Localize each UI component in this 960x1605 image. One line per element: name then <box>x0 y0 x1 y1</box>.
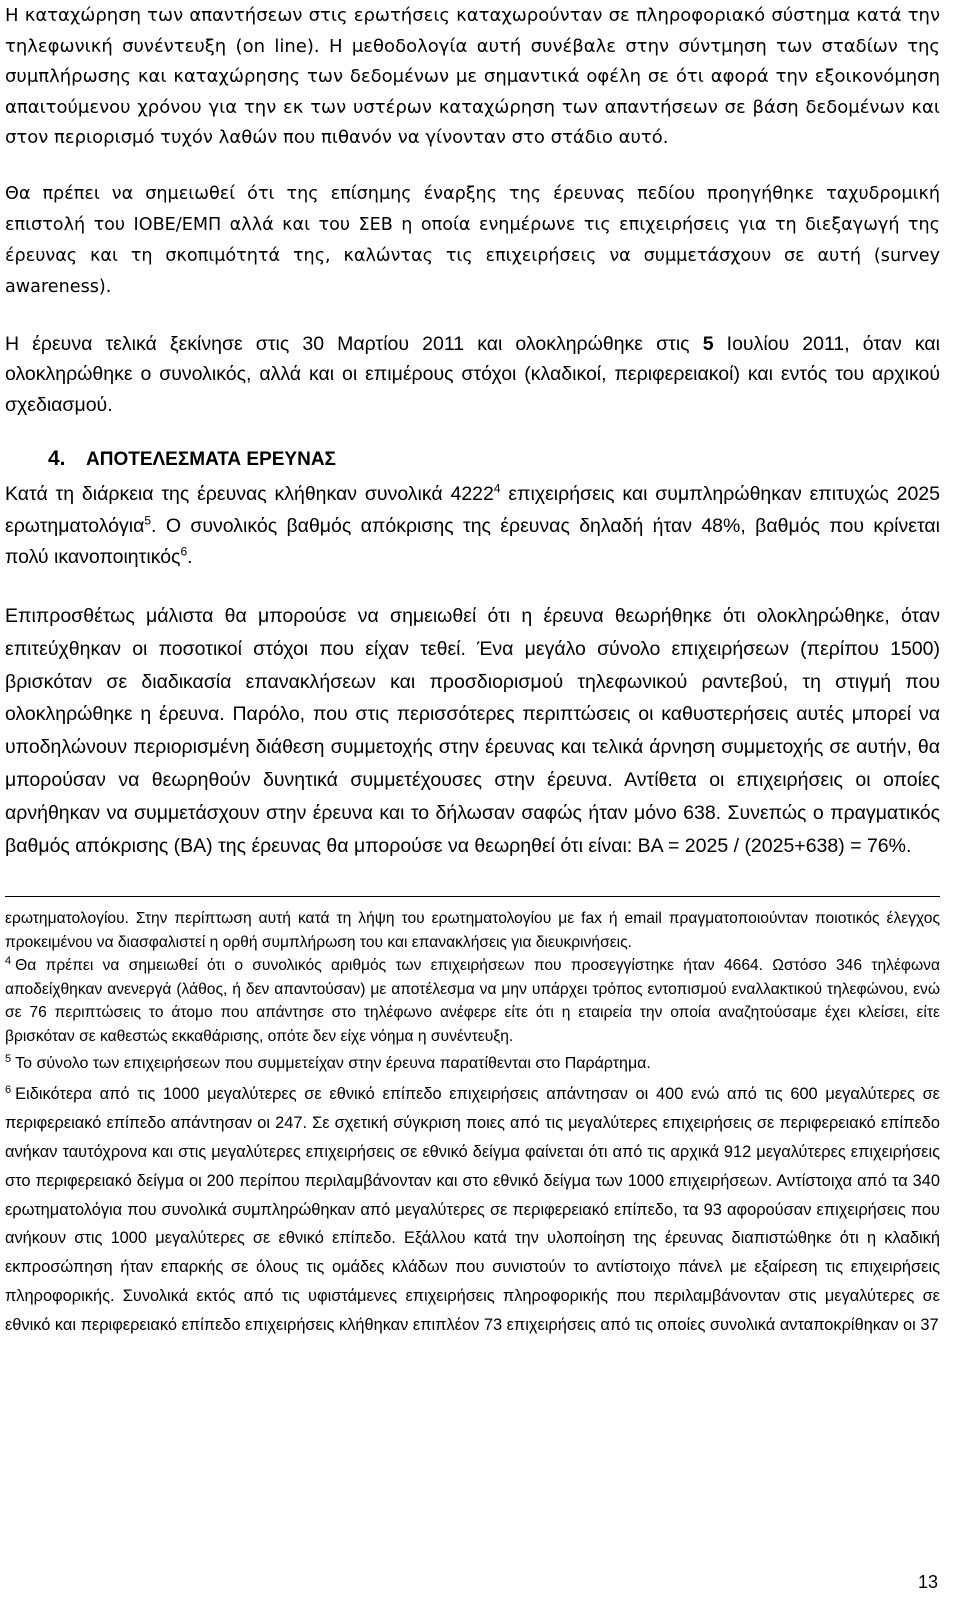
footnote-4-text: Θα πρέπει να σημειωθεί ότι ο συνολικός αριθμός των επιχειρήσεων που προσεγγίστηκε ήταν 4664. Ωστόσο 346 τηλέφωνα αποδείχθηκαν ανενεργά (λάθος, ή δεν απαντούσαν) με αποτέλεσμα να μην υπάρχει τρόπος εντοπισμού εναλλακτικού τηλεφώνου, ενώ σε 76 περιπτώσεις το άτομο που απάντησε στο τηλέφωνο ανέφερε είτε ότι η εταιρεία την οποία αναζητούσαμε έχει κλείσει, είτε βρισκόταν σε καθεστώς εκκαθάρισης, οπότε δεν είχε νόημα η συνέντευξη. <box>5 957 940 1045</box>
footnote-continued: ερωτηματολογίου. Στην περίπτωση αυτή κατά τη λήψη του ερωτηματολογίου με fax ή email πραγματοποιούνταν ποιοτικός έλεγχος προκειμένου να διασφαλιστεί η ορθή συμπλήρωση του και επανακλήσεις για διευκρινήσεις. <box>5 910 940 951</box>
footnote-5-text: Το σύνολο των επιχειρήσεων που συμμετείχαν στην έρευνα παρατίθενται στο Παράρτημα. <box>15 1055 651 1073</box>
paragraph-intro: Η καταχώρηση των απαντήσεων στις ερωτήσεις καταχωρούνταν σε πληροφοριακό σύστημα κατά την τηλεφωνική συνέντευξη (on line). Η μεθοδολογία αυτή συνέβαλε στην σύντμηση των σταδίων της συμπλήρωσης και καταχώρησης των δεδομένων με σημαντικά οφέλη σε ότι αφορά την εξοικονόμηση απαιτούμενου χρόνου για την εκ των υστέρων καταχώρηση των απαντήσεων σε βάση δεδομένων και στον περιορισμό τυχόν λαθών που πιθανόν να γίνονταν στο στάδιο αυτό. <box>5 5 940 148</box>
footnote-6-marker: 6 <box>5 1083 12 1096</box>
paragraph-survey-awareness: Θα πρέπει να σημειωθεί ότι της επίσημης έναρξης της έρευνας πεδίου προηγήθηκε ταχυδρομική επιστολή του ΙΟΒΕ/ΕΜΠ αλλά και του ΣΕΒ η οποία ενημέρωνε τις επιχειρήσεις για τη διεξαγωγή της έρευνας και τη σκοπιμότητά της, καλώντας τις επιχειρήσεις να συμμετάσχουν σε αυτή (survey awareness). <box>5 183 940 298</box>
survey-dates-bold-day: 5 <box>702 332 714 355</box>
footnote-ref-6[interactable]: 6 <box>180 544 188 559</box>
results-text-2: επιχειρήσεις και συμπληρώθηκαν επιτυχώς 2025 ερωτηματολόγια <box>5 483 940 537</box>
section-title: ΑΠΟΤΕΛΕΣΜΑΤΑ ΕΡΕΥΝΑΣ <box>86 449 336 471</box>
footnote-5 <box>5 1050 940 1078</box>
page-number: 13 <box>917 1572 938 1592</box>
footnote-5-marker: 5 <box>5 1053 12 1066</box>
footnote-6 <box>5 1080 940 1339</box>
footnote-ref-5[interactable]: 5 <box>144 513 152 528</box>
paragraph-results <box>5 479 940 574</box>
results-text-4: . <box>187 546 193 569</box>
results-text-3: . Ο συνολικός βαθμός απόκρισης της έρευνας δηλαδή ήταν 48%, βαθμός που κρίνεται πολύ ικανοποιητικός <box>5 514 940 569</box>
results-text-1: Κατά τη διάρκεια της έρευνας κλήθηκαν συνολικά 4222 <box>5 483 494 506</box>
paragraph-survey-dates <box>5 329 940 421</box>
footnote-4-marker: 4 <box>5 955 12 968</box>
footnote-separator <box>5 896 940 897</box>
section-number: 4. <box>48 447 66 471</box>
document-page <box>5 0 940 1340</box>
paragraph-response-rate: Επιπροσθέτως μάλιστα θα μπορούσε να σημειωθεί ότι η έρευνα θεωρήθηκε ότι ολοκληρώθηκε, όταν επιτεύχθηκαν οι ποσοτικοί στόχοι που είχαν τεθεί. Ένα μεγάλο σύνολο επιχειρήσεων (περίπου 1500) βρισκόταν σε διαδικασία επανακλήσεων και προσδιορισμού τηλεφωνικού ραντεβού, τη στιγμή που ολοκληρώθηκε η έρευνα. Παρόλο, που στις περισσότερες περιπτώσεις οι καθυστερήσεις αυτές μπορεί να υποδηλώνουν περιορισμένη διάθεση συμμετοχής στην έρευνας και τελικά άρνηση συμμετοχής σε αυτήν, θα μπορούσαν να θεωρηθούν δυνητικά συμμετέχουσες στην έρευνα. Αντίθετα οι επιχειρήσεις οι οποίες αρνήθηκαν να συμμετάσχουν στην έρευνα και το δήλωσαν σαφώς ήταν μόνο 638. Συνεπώς ο πραγματικός βαθμός απόκρισης (ΒΑ) της έρευνας θα μπορούσε να θεωρηθεί ότι είναι: ΒΑ = 2025 / (2025+638) = 76%. <box>5 604 940 857</box>
survey-dates-text-2: Ιουλίου 2011, όταν και ολοκληρώθηκε ο συνολικός, αλλά και οι επιμέρους στόχοι (κλαδικοί, περιφερειακοί) και εντός του αρχικού σχεδιασμού. <box>5 332 940 416</box>
footnote-4 <box>5 954 940 1048</box>
section-heading <box>5 444 940 475</box>
survey-dates-text-1: Η έρευνα τελικά ξεκίνησε στις 30 Μαρτίου 2011 και ολοκληρώθηκε στις <box>5 332 703 355</box>
footnote-6-text: Ειδικότερα από τις 1000 μεγαλύτερες σε εθνικό επίπεδο επιχειρήσεις απάντησαν οι 400 ενώ από τις 600 μεγαλύτερες σε περιφερειακό επίπεδο απάντησαν οι 247. Σε σχετική σύγκριση ποιες από τις μεγαλύτερες επιχειρήσεις σε περιφερειακό επίπεδο ανήκαν ταυτόχρονα και στις μεγαλύτερες επιχειρήσεις σε εθνικό δείγμα φαίνεται ότι από τις αρχικά 912 μεγαλύτερες επιχειρήσεις στο περιφερειακό δείγμα οι 200 περίπου περιλαμβάνονταν και στο εθνικό δείγμα των 1000 επιχειρήσεων. Αντίστοιχα από τα 340 ερωτηματολόγια που συνολικά συμπληρώθηκαν από μεγαλύτερες σε περιφερειακό επίπεδο, τα 93 αφορούσαν επιχειρήσεις που ανήκουν στις 1000 μεγαλύτερες σε εθνικό επίπεδο. Εξάλλου κατά την υλοποίηση της έρευνας διαπιστώθηκε ότι η κλαδική εκπροσώπηση ήταν επαρκής σε όλους τις ομάδες κλάδων που συνιστούν το αντίστοιχο πάνελ με εξαίρεση τις επιχειρήσεις πληροφορικής. Συνολικά εκτός από τις υφιστάμενες επιχειρήσεις πληροφορικής που περιλαμβάνονταν στις μεγαλύτερες σε εθνικό και περιφερειακό επίπεδο επιχειρήσεις κλήθηκαν επιπλέον 73 επιχειρήσεις από τις οποίες συνολικά ανταποκρίθηκαν οι 37 <box>5 1085 940 1334</box>
footnote-ref-4[interactable]: 4 <box>493 481 501 496</box>
